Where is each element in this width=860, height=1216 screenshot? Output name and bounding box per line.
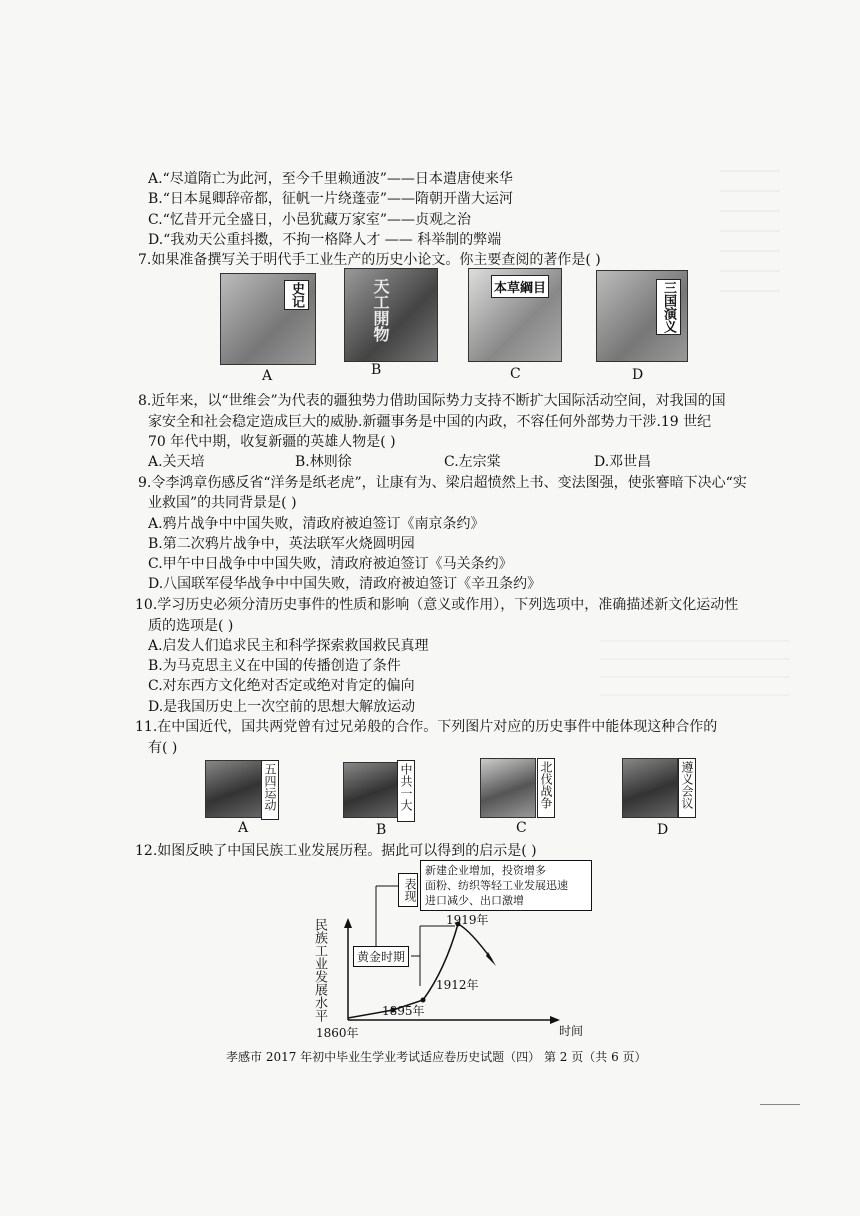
chart-xlabel: 时间 [559, 1024, 584, 1038]
q6-option-b: B.“日本晁卿辞帝都，征帆一片绕蓬壶”——隋朝开凿大运河 [148, 191, 514, 207]
q10-option-d: D.是我国历史上一次空前的思想大解放运动 [148, 699, 416, 715]
chart-origin-label: 1860年 [316, 1026, 359, 1040]
q7-image-a [220, 273, 316, 365]
q11-label-b: B [376, 822, 387, 838]
q8-option-d: D.邓世昌 [594, 454, 652, 470]
q10-option-c: C.对东西方文化绝对否定或绝对肯定的偏向 [148, 678, 415, 694]
q10-option-a: A.启发人们追求民主和科学探索救国救民真理 [148, 638, 429, 654]
q11-label-a: A [238, 820, 249, 836]
q7-book-title-b: 天工開物 [371, 278, 390, 342]
q11-tag-d: 遵义会议 [678, 758, 696, 818]
performance-box [420, 860, 592, 911]
performance-text-3: 进口减少、出口激增 [425, 894, 524, 907]
q9-option-c: C.甲午中日战争中中国失败，清政府被迫签订《马关条约》 [148, 556, 513, 572]
q7-label-b: B [371, 362, 382, 378]
curve-arrow [486, 952, 496, 966]
performance-text-2: 面粉、纺织等轻工业发展迅速 [425, 879, 568, 892]
q7-image-b [344, 268, 438, 362]
q7-label-a: A [262, 368, 273, 384]
q11-image-d [622, 758, 678, 818]
q8-option-a: A.关天培 [148, 454, 205, 470]
q9-stem-line1: 9.令李鸿章伤感反省“洋务是纸老虎”，让康有为、梁启超愤然上书、变法图强，使张謇暗下决心“实 [138, 475, 747, 491]
q9-option-b: B.第二次鸦片战争中，英法联军火烧圆明园 [148, 536, 415, 552]
q7-image-c [468, 268, 562, 362]
q7-label-c: C [510, 366, 521, 382]
q10-option-b: B.为马克思主义在中国的传播创造了条件 [148, 658, 401, 674]
chart-point-label-1895: 1895年 [382, 1004, 425, 1018]
q9-stem-line2: 业救国”的共同背景是( ) [148, 495, 297, 511]
q8-option-c: C.左宗棠 [444, 454, 501, 470]
q8-stem-line3: 70 年代中期，收复新疆的英雄人物是( ) [148, 434, 396, 450]
q10-stem-line1: 10.学习历史必须分清历史事件的性质和影响（意义或作用），下列选项中，准确描述新文化运动性 [135, 597, 739, 613]
performance-tag: 表现 [398, 873, 418, 907]
q9-option-d: D.八国联军侵华战争中中国失败，清政府被迫签订《辛丑条约》 [148, 576, 542, 592]
q11-stem-line1: 11.在中国近代，国共两党曾有过兄弟般的合作。下列图片对应的历史事件中能体现这种合作的 [135, 719, 718, 735]
q11-tag-a: 五四运动 [261, 760, 279, 820]
q7-image-d [596, 270, 688, 362]
chart-ylabel: 民族工业发展水平 [312, 918, 327, 1022]
q7-book-title-a: 史记 [284, 280, 309, 310]
q11-image-a [205, 760, 263, 818]
q11-label-d: D [657, 822, 669, 838]
bleed-through-texture-2 [600, 640, 790, 700]
q12-stem: 12.如图反映了中国民族工业发展历程。据此可以得到的启示是( ) [135, 843, 537, 859]
q8-option-b: B.林则徐 [295, 454, 352, 470]
q6-option-d: D.“我劝天公重抖擞，不拘一格降人才 —— 科举制的弊端 [148, 232, 502, 248]
q7-book-title-c: 本草綱目 [491, 275, 549, 298]
performance-text-1: 新建企业增加，投资增多 [425, 864, 546, 877]
y-axis-arrow [344, 918, 352, 928]
q10-stem-line2: 质的选项是( ) [148, 618, 234, 634]
chart-point-label-1919: 1919年 [446, 913, 489, 927]
chart-point-label-1912: 1912年 [436, 978, 479, 992]
q7-label-d: D [632, 367, 644, 383]
golden-period-box: 黄金时期 [353, 946, 409, 967]
q9-option-a: A.鸦片战争中中国失败，清政府被迫签订《南京条约》 [148, 516, 485, 532]
q7-book-title-d: 三国演义 [656, 279, 681, 335]
scan-mark [760, 1104, 800, 1105]
q8-stem-line1: 8.近年来，以“世维会”为代表的疆独势力借助国际势力支持不断扩大国际活动空间，对我国的国 [138, 393, 726, 409]
bleed-through-texture [720, 170, 780, 300]
q6-option-a: A.“尽道隋亡为此河，至今千里赖通波”——日本遣唐使来华 [148, 171, 513, 187]
q11-image-c [480, 758, 536, 818]
q6-option-c: C.“忆昔开元全盛日，小邑犹藏万家室”——贞观之治 [148, 212, 471, 228]
q11-stem-line2: 有( ) [148, 740, 178, 756]
q11-tag-c: 北伐战争 [537, 758, 555, 818]
q11-label-c: C [516, 820, 527, 836]
q8-stem-line2: 家安全和社会稳定造成巨大的威胁.新疆事务是中国的内政，不容任何外部势力干涉.19 世纪 [148, 414, 712, 430]
q11-tag-b: 中共一大 [397, 760, 415, 822]
q7-stem: 7.如果准备撰写关于明代手工业生产的历史小论文。你主要查阅的著作是( ) [138, 252, 601, 268]
page-footer: 孝感市 2017 年初中毕业生学业考试适应卷历史试题（四） 第 2 页（共 6 页） [226, 1050, 647, 1064]
q11-image-b [343, 762, 399, 818]
